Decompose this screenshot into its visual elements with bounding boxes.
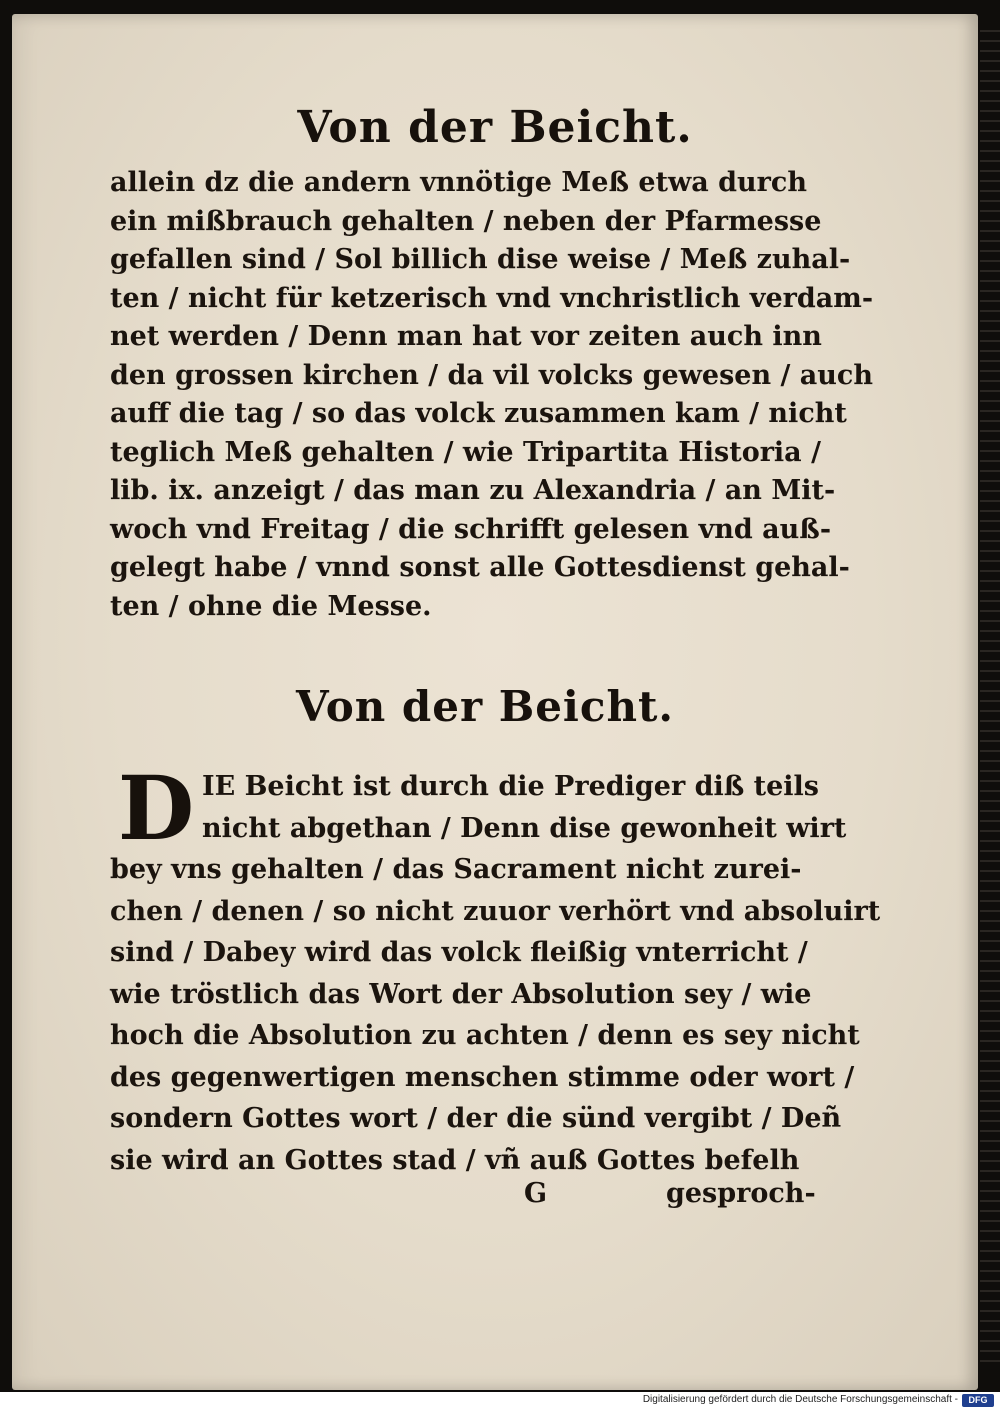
text-line: hoch die Absolution zu achten / denn es sey nicht xyxy=(110,1020,860,1051)
text-line: teglich Meß gehalten / wie Tripartita Historia / xyxy=(110,436,821,468)
book-page xyxy=(12,14,978,1390)
text-line: wie tröstlich das Wort der Absolution sey / wie xyxy=(110,978,812,1010)
signature-mark: G xyxy=(524,1178,548,1209)
text-line: ten / ohne die Messe. xyxy=(110,590,432,622)
text-line: allein dz die andern vnnötige Meß etwa durch xyxy=(110,167,807,198)
text-line: chen / denen / so nicht zuuor verhört vnd absoluirt xyxy=(110,895,881,927)
body-text-section xyxy=(110,756,881,1181)
text-line: gefallen sind / Sol billich dise weise / Meß zuhal- xyxy=(110,244,851,275)
catchword: gesproch- xyxy=(666,1178,816,1209)
funding-credit: Digitalisierung gefördert durch die Deutsche Forschungsgemeinschaft - xyxy=(642,1394,958,1405)
scan-ruler xyxy=(980,30,1000,1370)
text-line: gelegt habe / vnnd sonst alle Gottesdienst gehal- xyxy=(110,552,850,583)
text-line: sind / Dabey wird das volck fleißig vnterricht / xyxy=(110,937,808,968)
text-line: lib. ix. anzeigt / das man zu Alexandria / an Mit- xyxy=(110,475,836,506)
text-line: ein mißbrauch gehalten / neben der Pfarmesse xyxy=(110,205,822,237)
text-line: IE Beicht ist durch die Prediger diß teils xyxy=(202,771,819,802)
text-line: bey vns gehalten / das Sacrament nicht zurei- xyxy=(110,854,802,885)
section-heading: Von der Beicht. xyxy=(295,682,675,731)
text-line: ten / nicht für ketzerisch vnd vnchristlich verdam- xyxy=(110,282,874,314)
text-line: sondern Gottes wort / der die sünd vergibt / Deñ xyxy=(110,1103,842,1134)
text-line: woch vnd Freitag / die schrifft gelesen vnd auß- xyxy=(110,513,832,545)
footer-bar xyxy=(0,1392,1000,1410)
running-heading: Von der Beicht. xyxy=(297,102,693,153)
text-line: des gegenwertigen menschen stimme oder wort / xyxy=(110,1061,855,1093)
drop-cap-initial: D xyxy=(117,756,195,860)
body-text-top xyxy=(110,164,874,626)
text-line: den grossen kirchen / da vil volcks gewesen / auch xyxy=(110,359,873,391)
text-line: nicht abgethan / Denn dise gewonheit wirt xyxy=(202,812,847,844)
text-line: sie wird an Gottes stad / vñ auß Gottes befelh xyxy=(110,1144,800,1176)
text-line: auff die tag / so das volck zusammen kam / nicht xyxy=(110,398,847,429)
text-line: net werden / Denn man hat vor zeiten auch inn xyxy=(110,321,822,352)
dfg-logo-icon[interactable]: DFG xyxy=(962,1394,994,1407)
